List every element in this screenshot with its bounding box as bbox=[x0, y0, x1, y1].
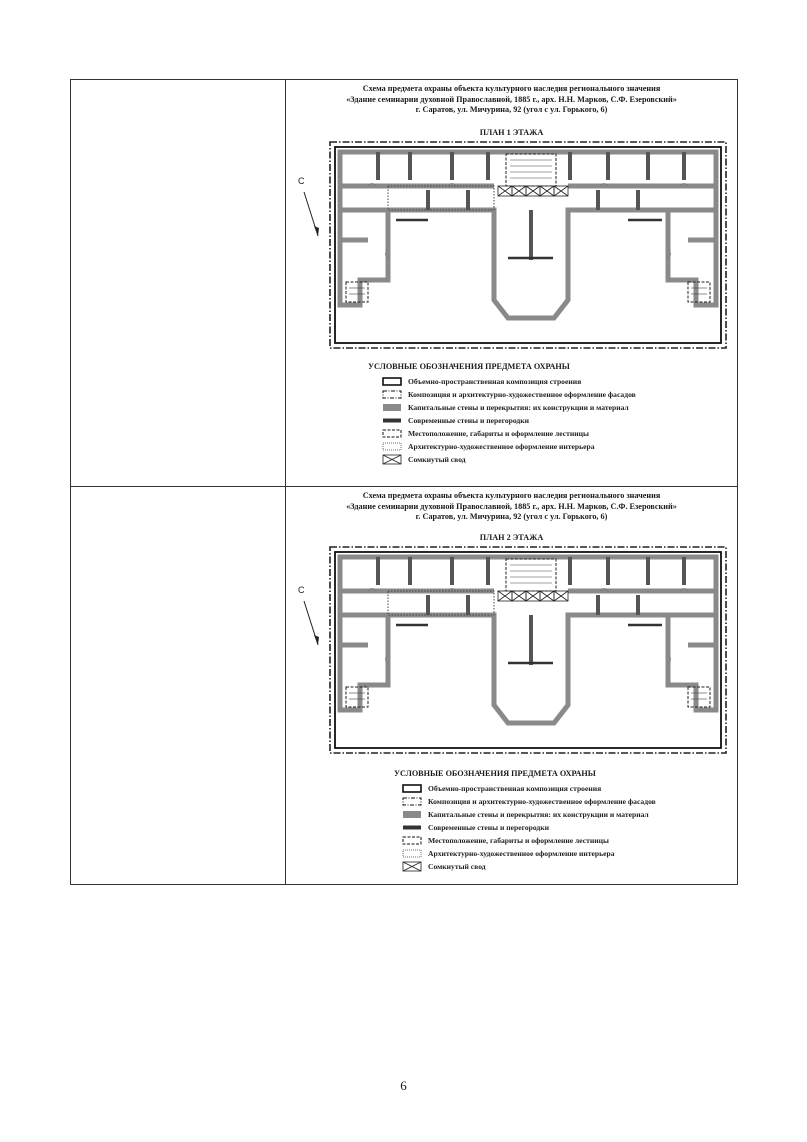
plan-label: ПЛАН 1 ЭТАЖА bbox=[479, 128, 544, 137]
capital-walls-swatch-icon bbox=[382, 403, 402, 412]
facade-swatch-icon bbox=[382, 390, 402, 399]
north-arrow-icon bbox=[296, 585, 326, 649]
legend-item-interior: Архитектурно-художественное оформление интерьера bbox=[402, 847, 656, 860]
scheme-title bbox=[286, 84, 737, 116]
title-line: «Здание семинарии духовной Православной, 1885 г., арх. Н.Н. Марков, С.Ф. Езеровский» bbox=[346, 501, 677, 511]
scheme-cell bbox=[286, 80, 737, 486]
stairs-swatch-icon bbox=[382, 429, 402, 438]
modern-walls-swatch-icon bbox=[382, 416, 402, 425]
legend-item-volume: Объемно-пространственная композиция строения bbox=[402, 782, 656, 795]
title-line: Схема предмета охраны объекта культурного наследия регионального значения bbox=[362, 491, 661, 500]
vault-swatch-icon bbox=[402, 861, 422, 872]
legend bbox=[394, 769, 656, 873]
legend-item-capital: Капитальные стены и перекрытия: их конструкции и материал bbox=[402, 808, 656, 821]
vault-swatch-icon bbox=[382, 454, 402, 465]
legend-item-vault: Сомкнутый свод bbox=[382, 453, 636, 466]
stairs-swatch-icon bbox=[402, 836, 422, 845]
north-letter: С bbox=[298, 176, 305, 186]
scheme-cell bbox=[286, 487, 737, 884]
empty-cell bbox=[71, 80, 286, 486]
capital-walls-swatch-icon bbox=[402, 810, 422, 819]
legend-title: УСЛОВНЫЕ ОБОЗНАЧЕНИЯ ПРЕДМЕТА ОХРАНЫ bbox=[368, 362, 570, 371]
north-letter: С bbox=[298, 585, 305, 595]
north-arrow-icon bbox=[296, 176, 326, 240]
legend-item-modern: Современные стены и перегородки bbox=[382, 414, 636, 427]
legend-item-volume: Объемно-пространственная композиция строения bbox=[382, 375, 636, 388]
floor-plan-1 bbox=[328, 140, 728, 352]
title-line: г. Саратов, ул. Мичурина, 92 (угол с ул. Горького, 6) bbox=[415, 512, 608, 521]
legend-item-stairs: Местоположение, габариты и оформление лестницы bbox=[402, 834, 656, 847]
legend-item-vault: Сомкнутый свод bbox=[402, 860, 656, 873]
volume-swatch-icon bbox=[402, 784, 422, 793]
interior-swatch-icon bbox=[382, 442, 402, 451]
legend-item-facade: Композиция и архитектурно-художественное оформление фасадов bbox=[402, 795, 656, 808]
table-row-plan-2 bbox=[71, 487, 737, 884]
legend-item-modern: Современные стены и перегородки bbox=[402, 821, 656, 834]
volume-swatch-icon bbox=[382, 377, 402, 386]
facade-swatch-icon bbox=[402, 797, 422, 806]
legend-item-facade: Композиция и архитектурно-художественное оформление фасадов bbox=[382, 388, 636, 401]
empty-cell bbox=[71, 487, 286, 884]
legend-title: УСЛОВНЫЕ ОБОЗНАЧЕНИЯ ПРЕДМЕТА ОХРАНЫ bbox=[394, 769, 596, 778]
page-number: 6 bbox=[400, 1078, 407, 1093]
title-line: г. Саратов, ул. Мичурина, 92 (угол с ул. Горького, 6) bbox=[415, 105, 608, 114]
table-row-plan-1 bbox=[71, 80, 737, 487]
legend-item-stairs: Местоположение, габариты и оформление лестницы bbox=[382, 427, 636, 440]
legend-item-capital: Капитальные стены и перекрытия: их конструкции и материал bbox=[382, 401, 636, 414]
scheme-title bbox=[286, 491, 737, 523]
floor-plan-2 bbox=[328, 545, 728, 757]
interior-swatch-icon bbox=[402, 849, 422, 858]
document-table bbox=[70, 79, 738, 885]
plan-label: ПЛАН 2 ЭТАЖА bbox=[479, 533, 544, 542]
legend-item-interior: Архитектурно-художественное оформление интерьера bbox=[382, 440, 636, 453]
legend bbox=[368, 362, 636, 466]
modern-walls-swatch-icon bbox=[402, 823, 422, 832]
title-line: Схема предмета охраны объекта культурного наследия регионального значения bbox=[362, 84, 661, 93]
title-line: «Здание семинарии духовной Православной, 1885 г., арх. Н.Н. Марков, С.Ф. Езеровский» bbox=[346, 94, 677, 104]
